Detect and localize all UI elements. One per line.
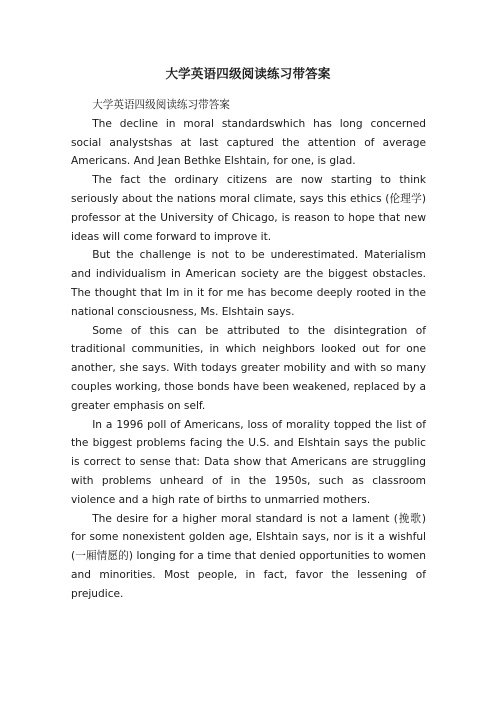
paragraph: But the challenge is not to be underestimated. Materialism and individualism in American society are the biggest obstacles. The thought that Im in it for me has become deeply rooted in the national consciousness, Ms. Elshtain says. bbox=[71, 249, 426, 318]
paragraph: The desire for a higher moral standard is not a lament (挽歌) for some nonexistent golden age, Elshtain says, nor is it a wishful (一厢情愿的) longing for a time that denied opportunities to women and minorities. Most people, in fact, favor the lessening of prejudice. bbox=[71, 512, 426, 600]
document-title: 大学英语四级阅读练习带答案 bbox=[165, 66, 331, 81]
paragraph: The fact the ordinary citizens are now starting to think seriously about the nations moral climate, says this ethics (伦理学) professor at the University of Chicago, is reason to hope that new ideas will come forward to improve it. bbox=[71, 174, 426, 243]
paragraph: In a 1996 poll of Americans, loss of morality topped the list of the biggest problems facing the U.S. and Elshtain says the public is correct to sense that: Data show that Americans are struggling with problems unheard of in the 1950s, such as classroom violence and a high rate of births to unmarried mothers. bbox=[71, 418, 426, 506]
paragraph-subtitle: 大学英语四级阅读练习带答案 bbox=[92, 99, 230, 111]
paragraph: The decline in moral standardswhich has long concerned social analystshas at last captured the attention of average Americans. And Jean Bethke Elshtain, for one, is glad. bbox=[71, 117, 426, 168]
document-body bbox=[71, 96, 426, 604]
paragraph: Some of this can be attributed to the disintegration of traditional communities, in which neighbors looked out for one another, she says. With todays greater mobility and with so many couples working, those bonds have been weakened, replaced by a greater emphasis on self. bbox=[71, 324, 426, 412]
